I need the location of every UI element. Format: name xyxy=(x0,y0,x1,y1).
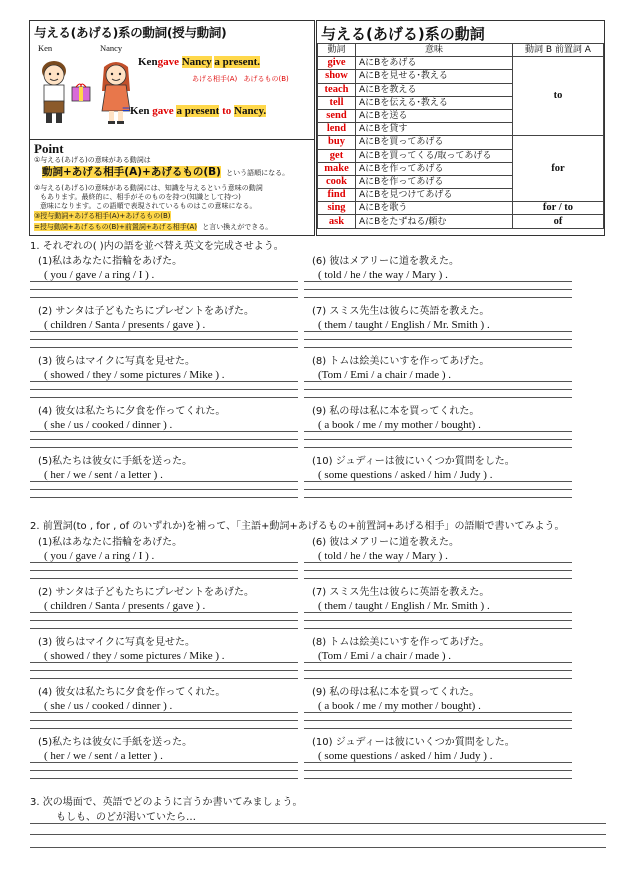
question-japanese: (5)私たちは彼女に手紙を送った。 xyxy=(38,737,193,748)
question-item xyxy=(312,683,582,712)
answer-line[interactable] xyxy=(30,297,298,298)
answer-line[interactable] xyxy=(30,347,298,348)
question-item xyxy=(38,402,308,431)
answer-line[interactable] xyxy=(30,489,298,490)
answer-line[interactable] xyxy=(30,728,298,729)
point-line-5: 意味になります。この語順で表現されているものはこの意味になる。 xyxy=(40,202,257,210)
answer-line[interactable] xyxy=(30,678,298,679)
header-preposition: 動詞 B 前置詞 A xyxy=(513,44,604,57)
question-word-list: ( children / Santa / presents / gave ) . xyxy=(44,319,206,331)
answer-line[interactable] xyxy=(30,628,298,629)
answer-line[interactable] xyxy=(304,678,572,679)
verbs-table-box xyxy=(316,20,605,236)
question-word-list: ( you / gave / a ring / I ) . xyxy=(44,550,155,562)
answer-line[interactable] xyxy=(304,289,572,290)
question-word-list: ( them / taught / English / Mr. Smith ) . xyxy=(318,600,490,612)
example-sentence-2: =Ken gave a present to Nancy. xyxy=(122,103,267,118)
prep-of-cell: of xyxy=(513,215,604,228)
question-japanese: (8) トムは絵美にいすを作ってあげた。 xyxy=(312,637,490,648)
question-japanese: (5)私たちは彼女に手紙を送った。 xyxy=(38,456,193,467)
question-word-list: ( told / he / the way / Mary ) . xyxy=(318,550,448,562)
question-item xyxy=(38,683,308,712)
point-line-7: =授与動詞+あげるもの(B)+前置詞+あげる相手(A) と言い換えができる。 xyxy=(34,223,273,231)
question-word-list: ( told / he / the way / Mary ) . xyxy=(318,269,448,281)
question-item xyxy=(38,452,308,481)
table-row: tell AにBを伝える･教える xyxy=(318,96,604,109)
table-row: show AにBを見せる･教える xyxy=(318,70,604,83)
answer-line[interactable] xyxy=(304,770,572,771)
question-japanese: (9) 私の母は私に本を買ってくれた。 xyxy=(312,687,480,698)
answer-line[interactable] xyxy=(304,481,572,482)
question-item xyxy=(38,252,308,281)
question-word-list: ( some questions / asked / him / Judy ) . xyxy=(318,469,493,481)
question-item xyxy=(38,633,308,662)
answer-line[interactable] xyxy=(30,281,298,282)
table-row: sing AにBを歌う for / to xyxy=(318,202,604,215)
question-japanese: (7) スミス先生は彼らに英語を教えた。 xyxy=(312,587,490,598)
answer-line[interactable] xyxy=(30,720,298,721)
point-heading: Point xyxy=(34,141,64,156)
table-row: give AにBをあげる to xyxy=(318,57,604,70)
question-japanese: (3) 彼らはマイクに写真を見せた。 xyxy=(38,356,195,367)
question-word-list: (Tom / Emi / a chair / made ) . xyxy=(318,369,452,381)
answer-line[interactable] xyxy=(30,389,298,390)
verbs-table-title: 与える(あげる)系の動詞 xyxy=(321,25,485,43)
example-sentence-1: Kengave Nancy a present. xyxy=(138,56,261,68)
question-word-list: ( children / Santa / presents / gave ) . xyxy=(44,600,206,612)
answer-line[interactable] xyxy=(30,670,298,671)
question-japanese: (4) 彼女は私たちに夕食を作ってくれた。 xyxy=(38,406,226,417)
table-row: get AにBを買ってくる/取ってあげる xyxy=(318,149,604,162)
answer-line[interactable] xyxy=(30,620,298,621)
answer-line[interactable] xyxy=(30,770,298,771)
label-ken: Ken xyxy=(38,43,53,53)
question-item xyxy=(38,733,308,762)
answer-line[interactable] xyxy=(30,847,606,848)
question-japanese: (1)私はあなたに指輪をあげた。 xyxy=(38,256,183,267)
children-giving-present-icon xyxy=(32,51,144,135)
point-line-4: もあります。最終的に、相手がそのものを持つ(知識として持つ) xyxy=(40,193,241,201)
table-row: teach AにBを教える xyxy=(318,83,604,96)
question-word-list: ( her / we / sent / a letter ) . xyxy=(44,469,163,481)
question-japanese: (2) サンタは子どもたちにプレゼントをあげた。 xyxy=(38,306,255,317)
answer-line[interactable] xyxy=(30,612,298,613)
question-word-list: ( a book / me / my mother / bought) . xyxy=(318,419,481,431)
answer-line[interactable] xyxy=(30,570,298,571)
table-row: lend AにBを貸す xyxy=(318,123,604,136)
grammar-explanation-box xyxy=(29,20,315,236)
answer-line[interactable] xyxy=(304,612,572,613)
answer-line[interactable] xyxy=(304,562,572,563)
answer-line[interactable] xyxy=(30,439,298,440)
question-item xyxy=(312,402,582,431)
answer-line[interactable] xyxy=(304,662,572,663)
question-word-list: ( them / taught / English / Mr. Smith ) . xyxy=(318,319,490,331)
question-item xyxy=(38,302,308,331)
point-line-6: ③授与動詞+あげる相手(A)+あげるもの(B) xyxy=(34,212,171,220)
question-word-list: ( she / us / cooked / dinner ) . xyxy=(44,700,173,712)
answer-line[interactable] xyxy=(304,489,572,490)
question-japanese: (3) 彼らはマイクに写真を見せた。 xyxy=(38,637,195,648)
prep-forto-cell: for / to xyxy=(513,202,604,215)
answer-line[interactable] xyxy=(30,331,298,332)
question-japanese: (1)私はあなたに指輪をあげた。 xyxy=(38,537,183,548)
section-3-instruction: 3. 次の場面で、英語でどのように言うか書いてみましょう。 xyxy=(30,797,303,808)
answer-line[interactable] xyxy=(304,381,572,382)
question-item xyxy=(312,583,582,612)
question-word-list: ( her / we / sent / a letter ) . xyxy=(44,750,163,762)
answer-line[interactable] xyxy=(30,481,298,482)
question-japanese: (10) ジュディーは彼にいくつか質問をした。 xyxy=(312,456,515,467)
question-word-list: ( showed / they / some pictures / Mike ) . xyxy=(44,369,225,381)
grammar-box-title: 与える(あげる)系の動詞(授与動詞) xyxy=(34,25,227,40)
question-item xyxy=(38,583,308,612)
question-word-list: ( you / gave / a ring / I ) . xyxy=(44,269,155,281)
answer-line[interactable] xyxy=(304,620,572,621)
question-japanese: (2) サンタは子どもたちにプレゼントをあげた。 xyxy=(38,587,255,598)
answer-line[interactable] xyxy=(304,439,572,440)
answer-line[interactable] xyxy=(304,331,572,332)
table-row: cook AにBを作ってあげる xyxy=(318,175,604,188)
question-word-list: (Tom / Emi / a chair / made ) . xyxy=(318,650,452,662)
point-box xyxy=(30,139,314,235)
answer-line[interactable] xyxy=(30,397,298,398)
answer-line[interactable] xyxy=(304,578,572,579)
answer-line[interactable] xyxy=(304,389,572,390)
question-japanese: (7) スミス先生は彼らに英語を教えた。 xyxy=(312,306,490,317)
answer-line[interactable] xyxy=(304,720,572,721)
answer-line[interactable] xyxy=(304,628,572,629)
table-row: buy AにBを買ってあげる for xyxy=(318,136,604,149)
table-row: make AにBを作ってあげる xyxy=(318,162,604,175)
answer-line[interactable] xyxy=(304,397,572,398)
question-japanese: (6) 彼はメアリーに道を教えた。 xyxy=(312,256,459,267)
question-japanese: (6) 彼はメアリーに道を教えた。 xyxy=(312,537,459,548)
question-word-list: ( some questions / asked / him / Judy ) . xyxy=(318,750,493,762)
question-word-list: ( she / us / cooked / dinner ) . xyxy=(44,419,173,431)
answer-line[interactable] xyxy=(304,570,572,571)
answer-line[interactable] xyxy=(30,778,298,779)
prep-for-cell: for xyxy=(513,136,604,202)
table-row: ask AにBをたずねる/頼む of xyxy=(318,215,604,228)
question-item xyxy=(38,533,308,562)
verbs-table xyxy=(317,43,604,229)
answer-line[interactable] xyxy=(304,431,572,432)
answer-line[interactable] xyxy=(30,381,298,382)
question-word-list: ( showed / they / some pictures / Mike ) . xyxy=(44,650,225,662)
answer-line[interactable] xyxy=(30,834,606,835)
answer-line[interactable] xyxy=(30,447,298,448)
question-japanese: (10) ジュディーは彼にいくつか質問をした。 xyxy=(312,737,515,748)
sentence-1-annotations: あげる相手(A) あげるもの(B) xyxy=(192,75,289,83)
table-header-row xyxy=(318,44,604,57)
question-item xyxy=(312,452,582,481)
prep-to-cell: to xyxy=(513,57,604,136)
answer-line[interactable] xyxy=(30,762,298,763)
question-item xyxy=(38,352,308,381)
table-row: find AにBを見つけてあげる xyxy=(318,189,604,202)
section-2-instruction: 2. 前置詞(to , for , of のいずれか)を補って、「主語+動詞+あげるもの+前置詞+あげる相手」の語順で書いてみよう。 xyxy=(30,521,565,532)
answer-line[interactable] xyxy=(30,431,298,432)
answer-line[interactable] xyxy=(304,339,572,340)
table-row: send AにBを送る xyxy=(318,109,604,122)
answer-line[interactable] xyxy=(304,281,572,282)
question-item xyxy=(312,533,582,562)
question-japanese: (4) 彼女は私たちに夕食を作ってくれた。 xyxy=(38,687,226,698)
answer-line[interactable] xyxy=(30,497,298,498)
answer-line[interactable] xyxy=(30,662,298,663)
answer-line[interactable] xyxy=(304,497,572,498)
point-line-3: ②与える(あげる)の意味がある動詞には、知識を与えるという意味の動詞 xyxy=(34,184,263,192)
answer-line[interactable] xyxy=(304,762,572,763)
answer-line[interactable] xyxy=(304,297,572,298)
question-item xyxy=(312,733,582,762)
answer-line[interactable] xyxy=(30,562,298,563)
section-1-instruction: 1. それぞれの( )内の語を並べ替え英文を完成させよう。 xyxy=(30,241,284,252)
header-meaning: 意味 xyxy=(356,44,513,57)
question-japanese: (9) 私の母は私に本を買ってくれた。 xyxy=(312,406,480,417)
answer-line[interactable] xyxy=(30,823,606,824)
question-japanese: (8) トムは絵美にいすを作ってあげた。 xyxy=(312,356,490,367)
section-3-scene: もしも、のどが渇いていたら… xyxy=(56,812,196,823)
answer-line[interactable] xyxy=(30,578,298,579)
answer-line[interactable] xyxy=(304,728,572,729)
answer-line[interactable] xyxy=(304,447,572,448)
answer-line[interactable] xyxy=(30,712,298,713)
answer-line[interactable] xyxy=(304,670,572,671)
point-line-2: 動詞+あげる相手(A)+あげるもの(B) という語順になる。 xyxy=(42,166,290,178)
answer-line[interactable] xyxy=(30,289,298,290)
question-item xyxy=(312,633,582,662)
answer-line[interactable] xyxy=(30,339,298,340)
question-item xyxy=(312,302,582,331)
question-word-list: ( a book / me / my mother / bought) . xyxy=(318,700,481,712)
question-item xyxy=(312,252,582,281)
point-line-1: ①与える(あげる)の意味がある動詞は xyxy=(34,156,151,164)
question-item xyxy=(312,352,582,381)
answer-line[interactable] xyxy=(304,347,572,348)
answer-line[interactable] xyxy=(304,712,572,713)
answer-line[interactable] xyxy=(304,778,572,779)
label-nancy: Nancy xyxy=(100,43,123,53)
header-verb: 動詞 xyxy=(318,44,356,57)
